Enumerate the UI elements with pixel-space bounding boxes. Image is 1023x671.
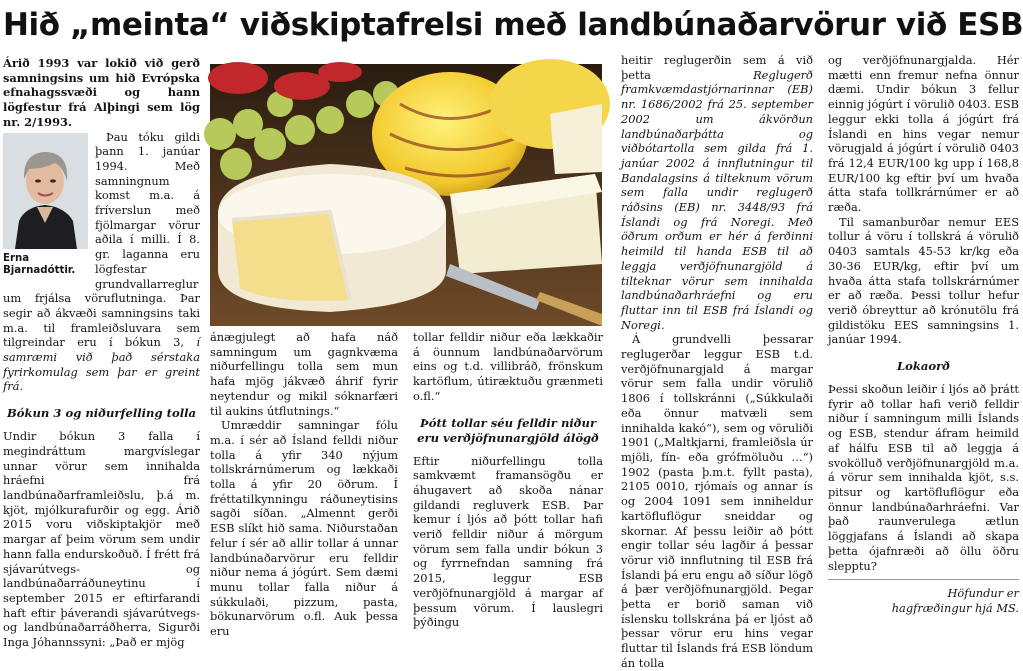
paragraph: tollar felldir niður eða lækkaðir á öunnum landbúnaðarvörum eins og t.d. villibráð, frönskum kartöflum, útiræktuðu grænmeti o.fl.“ [413, 330, 603, 403]
article-headline: Hið „meinta“ viðskiptafrelsi með landbúnaðarvörur við ESB [3, 7, 1023, 43]
article-column-4 [621, 53, 813, 670]
author-note-line: Höfundur er [947, 586, 1019, 601]
article-column-1 [3, 56, 200, 650]
paragraph: Til samanburðar nemur EES tollur á vöru í tollskrá á vörulið 0403 samtals 45-53 kr/kg eða 30-36 EUR/kg, eftir því um hvaða átta stafa tollskrárnúmer er að ræða. Þessi tollur hefur verið óbreyttur að krónutölu frá gildistöku EES samningsins 1. janúar 1994. [828, 214, 1019, 347]
author-note [828, 579, 1019, 616]
author-portrait [3, 133, 88, 283]
author-note-line: hagfræðingur hjá MS. [891, 601, 1019, 616]
paragraph: Þau tóku gildi þann 1. janúar 1994. Með samningnum komst m.a. á fríverslun með fjölmargar vörur aðila í milli. Í 8. gr. laganna eru lögfestar grundvallarreglur um frjálsa vöruflutninga. Þar segir að ákvæði samningsins taki m.a. til framleiðsluvara sem tilgreindar eru í bókun 3, í samræmi við það sérstaka fyrirkomulag sem þar er greint frá. [3, 129, 200, 394]
article-column-5 [828, 53, 1019, 616]
article-column-3 [413, 330, 603, 630]
paragraph: Eftir niðurfellingu tolla samkvæmt framansögðu er áhugavert að skoða nánar gildandi regluverk ESB. Þar kemur í ljós að þótt tollar hafi verið felldir niður á mörgum vörum sem falla undir bókun 3 og fyrrnefndan samning frá 2015, leggur ESB verðjöfnunargjöld á margar af þessum vörum. Í lauslegri þýðingu [413, 453, 603, 630]
subheading: Bókun 3 og niðurfelling tolla [6, 406, 197, 421]
paragraph: og verðjöfnunargjalda. Hér mætti enn fremur nefna önnur dæmi. Undir bókun 3 fellur einnig jógúrt í vörulið 0403. ESB leggur ekki tolla á jógúrt frá Íslandi en hins vegar nemur vörugjald á jógúrt í vörulið 0403 frá 12,4 EUR/100 kg upp í 168,8 EUR/100 kg eftir því um hvaða átta stafa tollkrárnúmer er að ræða. [828, 53, 1019, 215]
article-column-2 [210, 330, 398, 639]
paragraph: Á grundvelli þessarar reglugerðar leggur ESB t.d. verðjöfnunargjald á margar vörur sem falla undir vörulið 1806 í tollskránni („Súkkulaði eða önnur matvæli sem innihalda kakó“), sem og vöruliði 1901 („Maltkjarni, framleiðsla úr mjöli, fín- eða grófmöluðu …“) 1902 (pasta þ.m.t. fyllt pasta), 2105 0010, rjómaís og annar ís og 2004 1091 sem inniheldur kartöfluflögur sneiddar og skornar. Af þessu leiðir að þótt engir tollar séu lagðir á þessar vörur við innflutning til ESB frá Íslandi þá eru engu að síður lögð á þær verðjöfnunargjöld. Þegar þetta er borið saman við íslensku tollskrána þá er ljóst að þessar vörur eru hins vegar fluttar til Íslands frá ESB löndum án tolla [621, 332, 813, 670]
paragraph: Þessi skoðun leiðir í ljós að þrátt fyrir að tollar hafi verið felldir niður í samningum milli Íslands og ESB, stendur áfram heimild af hálfu ESB til að leggja á svokölluð verðjöfnunargjöld m.a. á vörur sem innihalda kjöt, s.s. pitsur og kartöfluflögur eða önnur landbúnaðarhráefni. Var það raunverulega ætlun löggjafans á Íslandi að skapa þetta ójafnræði að öllu öðru slepptu? [828, 382, 1019, 573]
lead-paragraph: Árið 1993 var lokið við gerð samningsins um hið Evrópska efnahagssvæði og hann lögfestur frá Alþingi sem lög nr. 2/1993. [3, 56, 200, 129]
subheading: Þótt tollar séu felldir niður eru verðjöfnunargjöld álögð [417, 415, 599, 445]
cheese-photo-image [210, 64, 602, 326]
paragraph: heitir reglugerðin sem á við þetta Reglugerð framkvæmdastjórnarinnar (EB) nr. 1686/2002 frá 25. september 2002 um ákvörðun landbúnaðarþátta og viðbótartolla sem gilda frá 1. janúar 2002 á innflutningur til Bandalagsins á tilteknum vörum sem falla undir reglugerð ráðsins (EB) nr. 3448/93 frá Íslandi og frá Noregi. Með öðrum orðum er hér á ferðinni heimild til handa ESB til að leggja verðjöfnunargjöld á tilteknar vörur sem innihalda landbúnaðarhráefni og eru fluttar inn til ESB frá Íslandi og Noregi. [621, 53, 813, 332]
paragraph: Umræddir samningar fólu m.a. í sér að Ísland felldi niður tolla á yfir 340 nýjum tollskrárnúmerum og lækkaði tolla á yfir 20 öðrum. Í fréttatilkynningu ráðuneytisins sagði síðan. „Almennt gerði ESB slíkt hið sama. Niðurstaðan felur í sér að allir tollar á unnar landbúnaðarvörur eru felldir niður nema á jógúrt. Sem dæmi munu tollar falla niður á súkkulaði, pizzum, pasta, bökunarvörum o.fl. Auk þessa eru [210, 418, 398, 639]
paragraph: Undir bókun 3 falla í megindráttum margvíslegar unnar vörur sem innihalda hráefni frá landbúnaðarframleiðslu, þ.á m. kjöt, mjólkurafurðir og egg. Árið 2015 voru viðskiptakjör með margar af þeim vörum sem undir hann falla endurskoðuð. Í frétt frá sjávarútvegs- og landbúnaðarráðuneytinu í september 2015 er eftirfarandi haft eftir þáverandi sjávarútvegs- og landbúnaðarráðherra, Sigurði Inga Jóhannssyni: „Það er mjög [3, 429, 200, 650]
author-photo [3, 133, 88, 249]
subheading: Lokaorð [896, 359, 950, 374]
paragraph: ánægjulegt að hafa náð samningum um gagnkvæma niðurfellingu tolla sem mun hafa mjög jákvæð áhrif fyrir neytendur og mikil sóknarfæri til aukins útflutnings.“ [210, 330, 398, 418]
cheese-photo [210, 64, 602, 326]
author-caption: Erna Bjarnadóttir. [3, 252, 76, 277]
